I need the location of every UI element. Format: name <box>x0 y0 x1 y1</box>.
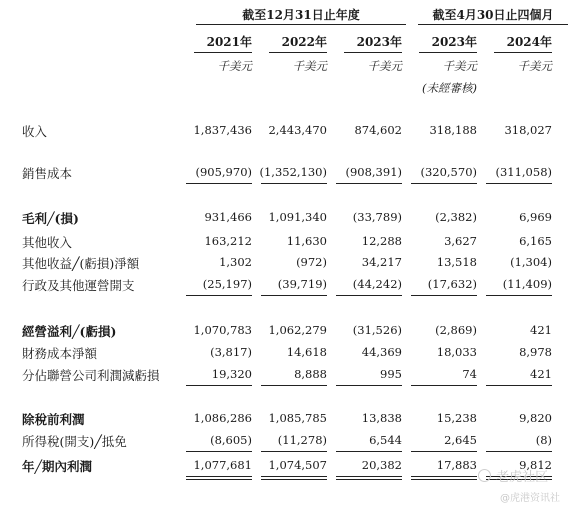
row-label: 分佔聯營公司利潤減虧損 <box>22 368 160 383</box>
column-year-underline <box>344 52 402 53</box>
row-value-cell: (11,409) <box>502 277 552 291</box>
row-label: 經營溢利╱(虧損) <box>22 324 117 339</box>
row-value-cell: 8,888 <box>294 367 327 381</box>
subtotal-rule <box>186 295 252 296</box>
column-unit-4: 千美元 <box>517 59 552 73</box>
total-double-rule <box>261 476 327 477</box>
row-value-cell: 6,165 <box>519 234 552 248</box>
row-value-cell: 874,602 <box>354 123 402 137</box>
row-value-cell: 1,070,783 <box>193 323 252 337</box>
subtotal-rule <box>486 451 552 452</box>
row-value-cell: 17,883 <box>436 458 477 472</box>
row-value-cell: (17,632) <box>427 277 477 291</box>
row-value-cell: 1,062,279 <box>268 323 327 337</box>
row-value-cell: 1,302 <box>219 255 252 269</box>
column-year-underline <box>419 52 477 53</box>
header-group-four-months: 截至4月30日止四個月 <box>432 8 554 22</box>
row-value-cell: 18,033 <box>436 345 477 359</box>
row-value-cell: 421 <box>530 367 552 381</box>
watermark-line1: 老虎社区 <box>496 470 549 485</box>
row-value-cell: (33,789) <box>352 210 402 224</box>
column-year-2: 2023年 <box>356 35 402 49</box>
row-value-cell: 11,630 <box>286 234 327 248</box>
row-value-cell: (2,869) <box>435 323 477 337</box>
row-label: 其他收入 <box>22 235 73 250</box>
row-value-cell: 931,466 <box>204 210 252 224</box>
watermark <box>478 465 548 485</box>
subtotal-rule <box>336 183 402 184</box>
row-value-cell: (905,970) <box>195 165 252 179</box>
row-value-cell: 9,812 <box>519 458 552 472</box>
row-value-cell: (2,382) <box>435 210 477 224</box>
row-value-cell: 1,074,507 <box>268 458 327 472</box>
column-unit-0: 千美元 <box>217 59 252 73</box>
row-value-cell: 8,978 <box>519 345 552 359</box>
row-value-cell: (8) <box>535 433 552 447</box>
column-unit-1: 千美元 <box>292 59 327 73</box>
row-value-cell: 6,544 <box>369 433 402 447</box>
row-label: 財務成本淨額 <box>22 346 98 361</box>
column-note-3: (未經審核) <box>422 81 477 95</box>
total-double-rule <box>186 476 252 477</box>
subtotal-rule <box>486 385 552 386</box>
row-label: 其他收益╱(虧損)淨額 <box>22 256 140 271</box>
row-value-cell: (11,278) <box>277 433 327 447</box>
row-value-cell: 1,837,436 <box>193 123 252 137</box>
row-value-cell: (908,391) <box>345 165 402 179</box>
subtotal-rule <box>336 451 402 452</box>
row-value-cell: (8,605) <box>210 433 252 447</box>
total-double-rule <box>186 479 252 480</box>
row-value-cell: 9,820 <box>519 411 552 425</box>
column-year-underline <box>194 52 252 53</box>
column-year-1: 2022年 <box>281 35 327 49</box>
column-unit-2: 千美元 <box>367 59 402 73</box>
row-value-cell: 1,077,681 <box>193 458 252 472</box>
row-value-cell: 3,627 <box>444 234 477 248</box>
subtotal-rule <box>186 183 252 184</box>
total-double-rule <box>411 479 477 480</box>
row-label: 所得稅(開支)╱抵免 <box>22 434 127 449</box>
row-value-cell: (31,526) <box>352 323 402 337</box>
subtotal-rule <box>261 295 327 296</box>
row-value-cell: 13,838 <box>361 411 402 425</box>
row-label: 銷售成本 <box>22 166 73 181</box>
subtotal-rule <box>261 385 327 386</box>
row-value-cell: 163,212 <box>204 234 252 248</box>
header-group-full-year: 截至12月31日止年度 <box>242 8 360 22</box>
column-year-0: 2021年 <box>206 35 252 49</box>
row-value-cell: (25,197) <box>202 277 252 291</box>
row-value-cell: (1,304) <box>510 255 552 269</box>
subtotal-rule <box>261 183 327 184</box>
subtotal-rule <box>336 295 402 296</box>
row-value-cell: 1,086,286 <box>193 411 252 425</box>
row-value-cell: 44,369 <box>361 345 402 359</box>
row-value-cell: (972) <box>296 255 327 269</box>
row-value-cell: (39,719) <box>277 277 327 291</box>
column-year-4: 2024年 <box>506 35 552 49</box>
row-value-cell: 20,382 <box>361 458 402 472</box>
subtotal-rule <box>411 451 477 452</box>
column-year-underline <box>494 52 552 53</box>
subtotal-rule <box>486 183 552 184</box>
header-group-underline-4m <box>418 24 568 25</box>
row-value-cell: (44,242) <box>352 277 402 291</box>
row-value-cell: 34,217 <box>361 255 402 269</box>
row-value-cell: 74 <box>462 367 477 381</box>
subtotal-rule <box>186 385 252 386</box>
row-label: 除稅前利潤 <box>22 412 85 427</box>
row-label: 毛利╱(損) <box>22 211 79 226</box>
row-value-cell: 12,288 <box>361 234 402 248</box>
row-value-cell: (320,570) <box>420 165 477 179</box>
row-label: 年╱期內利潤 <box>22 459 93 474</box>
watermark-line2: @虎港资讯社 <box>500 493 560 504</box>
tiger-logo-icon <box>478 469 491 482</box>
row-value-cell: 1,085,785 <box>268 411 327 425</box>
subtotal-rule <box>411 295 477 296</box>
total-double-rule <box>336 479 402 480</box>
subtotal-rule <box>486 295 552 296</box>
column-year-3: 2023年 <box>431 35 477 49</box>
column-unit-3: 千美元 <box>442 59 477 73</box>
subtotal-rule <box>186 451 252 452</box>
row-value-cell: 15,238 <box>436 411 477 425</box>
subtotal-rule <box>261 451 327 452</box>
row-value-cell: 318,027 <box>504 123 552 137</box>
row-value-cell: (311,058) <box>495 165 552 179</box>
header-group-underline-fy <box>196 24 406 25</box>
row-value-cell: 318,188 <box>429 123 477 137</box>
total-double-rule <box>336 476 402 477</box>
row-label: 行政及其他運營開支 <box>22 278 135 293</box>
row-value-cell: 1,091,340 <box>268 210 327 224</box>
row-value-cell: 421 <box>530 323 552 337</box>
row-value-cell: 2,645 <box>444 433 477 447</box>
row-value-cell: 2,443,470 <box>268 123 327 137</box>
row-value-cell: (3,817) <box>210 345 252 359</box>
column-year-underline <box>269 52 327 53</box>
row-value-cell: 995 <box>380 367 402 381</box>
row-label: 收入 <box>22 124 48 139</box>
row-value-cell: 19,320 <box>211 367 252 381</box>
row-value-cell: 14,618 <box>286 345 327 359</box>
row-value-cell: (1,352,130) <box>259 165 327 179</box>
subtotal-rule <box>411 385 477 386</box>
row-value-cell: 13,518 <box>436 255 477 269</box>
subtotal-rule <box>336 385 402 386</box>
row-value-cell: 6,969 <box>519 210 552 224</box>
subtotal-rule <box>411 183 477 184</box>
total-double-rule <box>411 476 477 477</box>
total-double-rule <box>261 479 327 480</box>
